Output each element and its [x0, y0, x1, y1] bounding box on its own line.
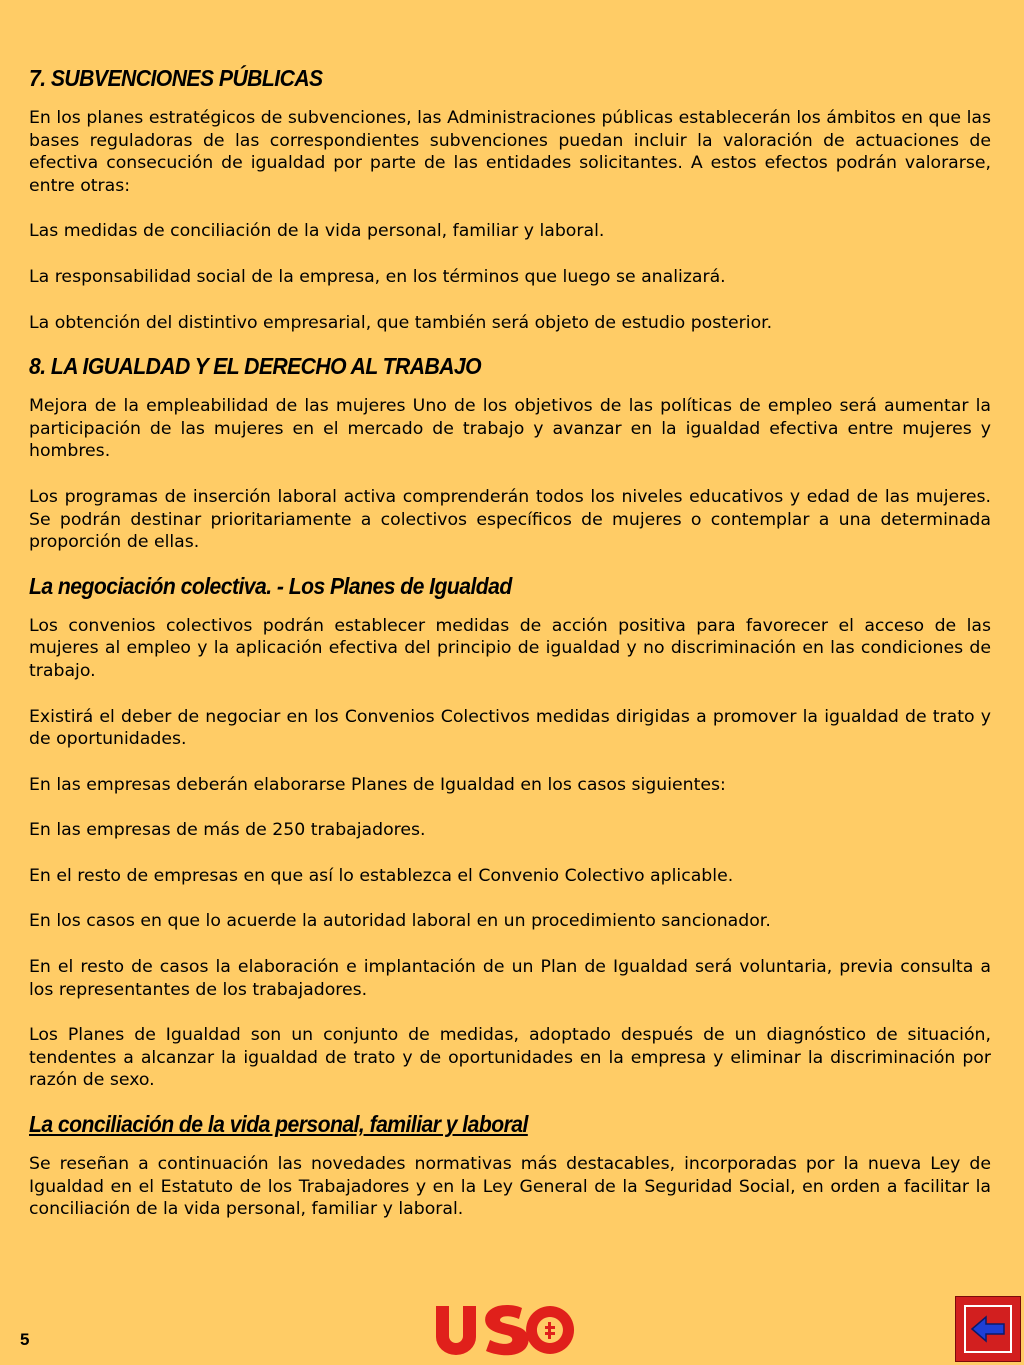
- negociacion-paragraph: En los casos en que lo acuerde la autoridad laboral en un procedimiento sancionador.: [29, 911, 771, 932]
- page-number: 5: [20, 1330, 30, 1349]
- negociacion-paragraph: En el resto de casos la elaboración e implantación de un Plan de Igualdad será voluntaria, previa consulta a los representantes de los trabajadores.: [29, 957, 991, 1000]
- negociacion-paragraph: En el resto de empresas en que así lo establezca el Convenio Colectivo aplicable.: [29, 865, 734, 886]
- negociacion-paragraph: En las empresas de más de 250 trabajadores.: [29, 820, 426, 841]
- section-7-paragraph: Las medidas de conciliación de la vida personal, familiar y laboral.: [29, 221, 605, 242]
- section-7-paragraph: La obtención del distintivo empresarial, que también será objeto de estudio posterior.: [29, 312, 773, 333]
- uso-logo: [434, 1304, 576, 1360]
- section-8-title: 8. LA IGUALDAD Y EL DERECHO AL TRABAJO: [29, 353, 482, 380]
- section-7-paragraph: En los planes estratégicos de subvenciones, las Administraciones públicas establecerán los ámbitos en que las bases reguladoras de las correspondientes subvenciones puedan incluir la valoración de actuaciones de efectiva consecución de igualdad por parte de las entidades solicitantes. A estos efectos podrán valorarse, entre otras:: [29, 108, 991, 196]
- negociacion-title: La negociación colectiva. - Los Planes de Igualdad: [29, 572, 512, 599]
- section-8-paragraph: Mejora de la empleabilidad de las mujeres Uno de los objetivos de las políticas de empleo será aumentar la participación de las mujeres en el mercado de trabajo y avanzar en la igualdad efectiva entre mujeres y hombres.: [29, 396, 991, 462]
- document-body: [29, 64, 991, 1244]
- section-8-paragraph: Los programas de inserción laboral activa comprenderán todos los niveles educativos y edad de las mujeres. Se podrán destinar prioritariamente a colectivos específicos de mujeres o contemplar a una determinada proporción de ellas.: [29, 486, 991, 553]
- back-button[interactable]: [955, 1296, 1021, 1362]
- section-7-paragraph: La responsabilidad social de la empresa, en los términos que luego se analizará.: [29, 266, 726, 287]
- conciliacion-title: La conciliación de la vida personal, familiar y laboral: [29, 1111, 528, 1138]
- conciliacion-paragraph: Se reseñan a continuación las novedades normativas más destacables, incorporadas por la nueva Ley de Igualdad en el Estatuto de los Trabajadores y en la Ley General de la Seguridad Social, en orden a facilitar la conciliación de la vida personal, familiar y laboral.: [29, 1154, 991, 1220]
- negociacion-paragraph: Existirá el deber de negociar en los Convenios Colectivos medidas dirigidas a promover la igualdad de trato y de oportunidades.: [29, 706, 991, 750]
- section-7-title: 7. SUBVENCIONES PÚBLICAS: [29, 65, 323, 91]
- negociacion-paragraph: Los convenios colectivos podrán establecer medidas de acción positiva para favorecer el acceso de las mujeres al empleo y la aplicación efectiva del principio de igualdad y no discriminación en las condiciones de trabajo.: [29, 615, 991, 681]
- back-button-frame: [964, 1305, 1012, 1353]
- negociacion-paragraph: Los Planes de Igualdad son un conjunto de medidas, adoptado después de un diagnóstico de situación, tendentes a alcanzar la igualdad de trato y de oportunidades en la empresa y eliminar la discriminación por razón de sexo.: [29, 1025, 991, 1091]
- negociacion-paragraph: En las empresas deberán elaborarse Planes de Igualdad en los casos siguientes:: [29, 774, 726, 795]
- back-arrow-icon: [966, 1307, 1010, 1351]
